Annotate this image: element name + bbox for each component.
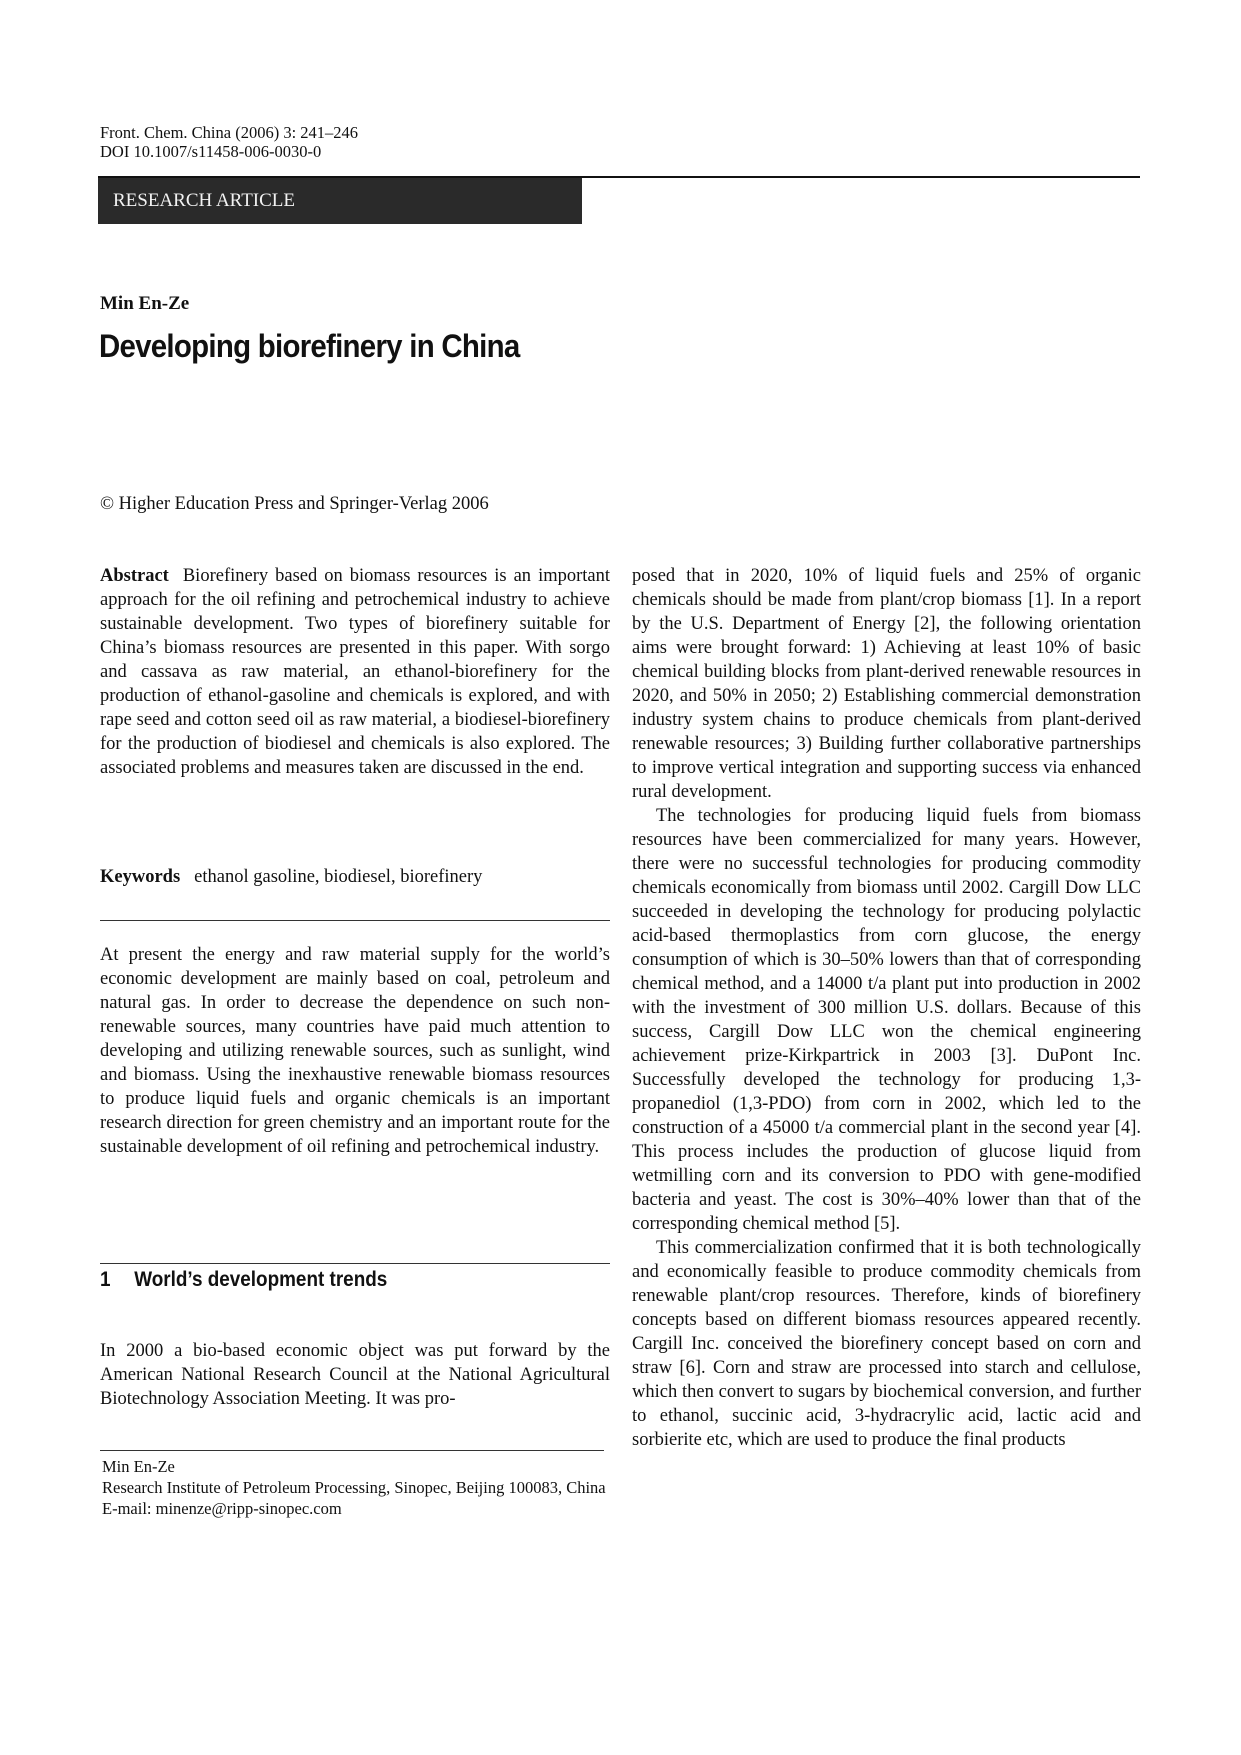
article-title: Developing biorefinery in China bbox=[99, 328, 520, 364]
section-title: World’s development trends bbox=[134, 1268, 388, 1291]
right-paragraph-3: This commercialization confirmed that it is both technologically and economically feasible to produce commodity chemicals from renewable plant/crop resources. Therefore, kinds of biorefinery concepts based on different biomass resources appeared recently. Cargill Inc. conceived the biorefinery concept based on corn and straw [6]. Corn and straw are processed into starch and cellulose, which then convert to sugars by biochemical conversion, and further to ethanol, succinic acid, 3-hydracrylic acid, lactic acid and sorbierite etc, which are used to produce the final products bbox=[632, 1238, 1141, 1450]
section1-text: In 2000 a bio-based economic object was put forward by the American National Research Council at the National Agricultural Biotechnology Association Meeting. It was pro- bbox=[100, 1341, 610, 1409]
abstract-block bbox=[100, 564, 610, 780]
keywords-label: Keywords bbox=[100, 867, 181, 887]
doi-line: DOI 10.1007/s11458-006-0030-0 bbox=[100, 142, 322, 161]
abstract-divider bbox=[100, 920, 610, 921]
section-rule bbox=[100, 1263, 610, 1264]
journal-meta bbox=[100, 123, 358, 161]
journal-citation: Front. Chem. China (2006) 3: 241–246 bbox=[100, 123, 359, 142]
right-paragraph-1: posed that in 2020, 10% of liquid fuels and 25% of organic chemicals should be made from plant/crop biomass [1]. In a report by the U.S. Department of Energy [2], the following orientation aims were brought forward: 1) Achieving at least 10% of basic chemical building blocks from plant-derived renewable resources in 2020, and 50% in 2050; 2) Establishing commercial demonstration industry system chains to produce chemicals from plant-derived renewable resources; 3) Building further collaborative partnerships to improve vertical integration and supporting success via enhanced rural development. bbox=[632, 566, 1141, 802]
right-paragraph-2: The technologies for producing liquid fuels from biomass resources have been commercialized for many years. However, there were no successful technologies for producing commodity chemicals economically from biomass until 2002. Cargill Dow LLC succeeded in developing the technology for producing polylactic acid-based thermoplastics from corn glucose, the energy consumption of which is 30–50% lowers than that of corresponding chemical method, and a 14000 t/a plant put into production in 2002 with the investment of 300 million U.S. dollars. Because of this success, Cargill Dow LLC won the chemical engineering achievement prize-Kirkpartrick in 2003 [3]. DuPont Inc. Successfully developed the technology for producing 1,3-propanediol (1,3-PDO) from corn in 2002, which led to the construction of a 45000 t/a commercial plant in the second year [4]. This process includes the production of glucose liquid from wetmilling corn and its conversion to PDO with gene-modified bacteria and yeast. The cost is 30%–40% lower than that of the corresponding chemical method [5]. bbox=[632, 806, 1141, 1234]
abstract-text: Biorefinery based on biomass resources is an important approach for the oil refining and petrochemical industry to achieve sustainable development. Two types of biorefinery suitable for China’s biomass resources are presented in this paper. With sorgo and cassava as raw material, an ethanol-biorefinery for the production of ethanol-gasoline and chemicals is explored, and with rape seed and cotton seed oil as raw material, a biodiesel-biorefinery for the production of biodiesel and chemicals is also explored. The associated problems and measures taken are discussed in the end. bbox=[100, 566, 610, 778]
author-name: Min En-Ze bbox=[100, 293, 190, 314]
intro-paragraph bbox=[100, 943, 610, 1159]
keywords-block bbox=[100, 865, 610, 889]
section-number: 1 bbox=[100, 1268, 111, 1291]
article-type-banner: RESEARCH ARTICLE bbox=[98, 178, 582, 224]
author-footnote bbox=[102, 1456, 612, 1519]
footnote-affiliation: Research Institute of Petroleum Processing, Sinopec, Beijing 100083, China bbox=[102, 1478, 606, 1497]
keywords-text: ethanol gasoline, biodiesel, biorefinery bbox=[194, 867, 483, 887]
section-heading bbox=[100, 1268, 387, 1292]
copyright-notice: © Higher Education Press and Springer-Verlag 2006 bbox=[100, 494, 489, 514]
abstract-label: Abstract bbox=[100, 566, 169, 586]
footnote-rule bbox=[100, 1450, 604, 1451]
footnote-email: E-mail: minenze@ripp-sinopec.com bbox=[102, 1499, 342, 1518]
right-column bbox=[632, 564, 1141, 1452]
intro-text: At present the energy and raw material supply for the world’s economic development are mainly based on coal, petroleum and natural gas. In order to decrease the dependence on such non-renewable sources, many countries have paid much attention to developing and utilizing renewable sources, such as sunlight, wind and biomass. Using the inexhaustive renewable biomass resources to produce liquid fuels and organic chemicals is an important research direction for green chemistry and an important route for the sustainable development of oil refining and petrochemical industry. bbox=[100, 945, 610, 1157]
footnote-name: Min En-Ze bbox=[102, 1457, 175, 1476]
section1-paragraph bbox=[100, 1339, 610, 1411]
